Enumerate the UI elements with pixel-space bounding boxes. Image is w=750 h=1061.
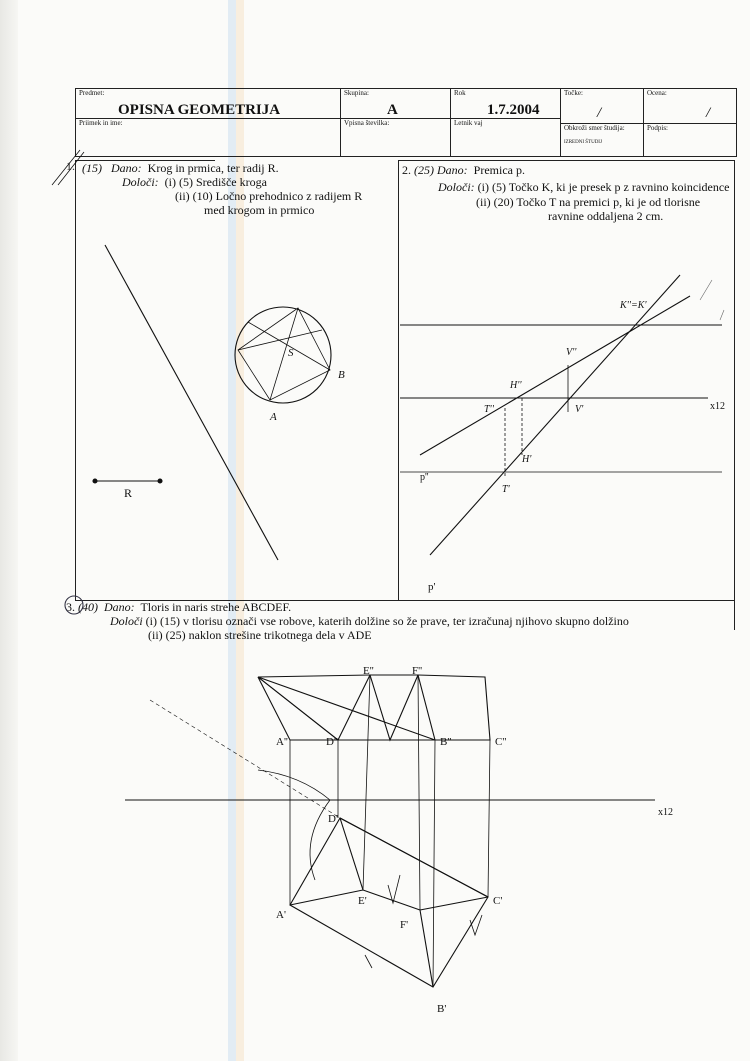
point-a-label: A [270,411,277,423]
given-circle [235,307,331,403]
problem2-task-i: (i) (5) Točko K, ki je presek p z ravnino koincidence [477,180,730,194]
given-label: Dano: [111,161,142,175]
problem2-task-ii: (ii) (20) Točko T na premici p, ki je od tlorisne [476,195,701,209]
line-p1 [430,275,680,555]
point-k-label: K''=K' [620,300,647,311]
group-label: Skupina: [344,89,369,97]
line-p1-label: p' [428,581,436,593]
problem3-given: Tloris in naris strehe ABCDEF. [140,600,292,614]
point-b1-label: B' [437,1003,447,1015]
point-v2-label: V'' [566,347,577,358]
points-label: Točke: [564,89,583,97]
problem2-given: Premica p. [473,163,525,177]
study-label: Obkroži smer študija: [564,124,625,132]
front-view-roof [258,675,490,740]
point-e1-label: E' [358,895,367,907]
handwritten-curve [258,770,330,880]
line-p2 [420,296,690,455]
problem2-number: 2. [402,163,411,177]
recall-lines [290,675,490,987]
point-b-label: B [338,369,345,381]
point-t2-label: T'' [484,404,494,415]
given-line [105,245,278,560]
problem3-task-i: (i) (15) v tlorisu označi vse robove, katerih dolžine so že prave, ter izračunaj njihovo skupno dolžino [145,614,629,628]
problem1-given: Krog in prmica, ter radij R. [147,161,279,175]
point-v1-label: V' [575,404,584,415]
problem3-task-ii: (ii) (25) naklon strešine trikotnega dela v ADE [148,628,372,642]
point-f2-label: F'' [412,665,423,677]
problem1-task-ii: (ii) (10) Ločno prehodnico z radijem R [175,189,363,203]
study-value: IZREDNI ŠTUDIJ [564,140,602,145]
point-h1-label: H' [522,454,532,465]
point-a1-label: A' [276,909,286,921]
grade-label: Ocena: [647,89,667,97]
task-label: Določi: [122,175,159,189]
point-e2-label: E'' [363,665,374,677]
handwritten-mark [52,150,84,185]
line-p2-label: p'' [420,472,429,483]
subject-label: Predmet: [79,89,105,97]
point-h2-label: H'' [510,380,522,391]
grade-value: / [706,105,711,121]
check-marks [365,875,482,968]
points-value: / [597,105,602,121]
name-label: Priimek in ime: [79,119,123,127]
problem1-number: 1. [66,159,75,173]
date-label: Rok [454,89,466,97]
task-label: Določi: [438,180,475,194]
problem2-task-ii-cont: ravnine oddaljena 2 cm. [548,209,664,223]
point-t1-label: T' [502,484,510,495]
problem1-points: (15) [82,161,102,175]
problem1-task-i: (i) (5) Središče kroga [164,175,267,189]
point-d2-label: D'' [326,736,338,748]
handwritten-mark [700,280,724,320]
signature-label: Podpis: [647,124,669,132]
x12-label: x12 [710,401,725,412]
task-label: Določi [110,614,143,628]
problem1-task-ii-cont: med krogom in prmico [204,203,315,217]
year-label: Letnik vaj [454,119,483,127]
point-f1-label: F' [400,919,409,931]
given-label: Dano: [104,600,135,614]
point-b2-label: B'' [440,736,452,748]
radius-endpoint [93,479,97,483]
construction-lines [238,308,330,400]
point-a2-label: A'' [276,736,288,748]
given-label: Dano: [437,163,468,177]
student-no-label: Vpisna številka: [344,119,390,127]
subject-value: OPISNA GEOMETRIJA [118,102,281,118]
problem3-points: (40) [78,600,98,614]
date-value: 1.7.2004 [487,102,540,118]
problem3-number: 3. [66,600,75,614]
radius-endpoint [158,479,162,483]
handwritten-circle [65,596,83,614]
front-view-edges [258,675,490,740]
radius-label: R [124,486,133,500]
problem2-points: (25) [414,163,434,177]
group-value: A [387,102,398,118]
point-c1-label: C' [493,895,503,907]
point-c2-label: C'' [495,736,507,748]
point-s-label: S [288,347,294,359]
x12-label: x12 [658,807,673,818]
point-d1-label: D' [328,813,338,825]
